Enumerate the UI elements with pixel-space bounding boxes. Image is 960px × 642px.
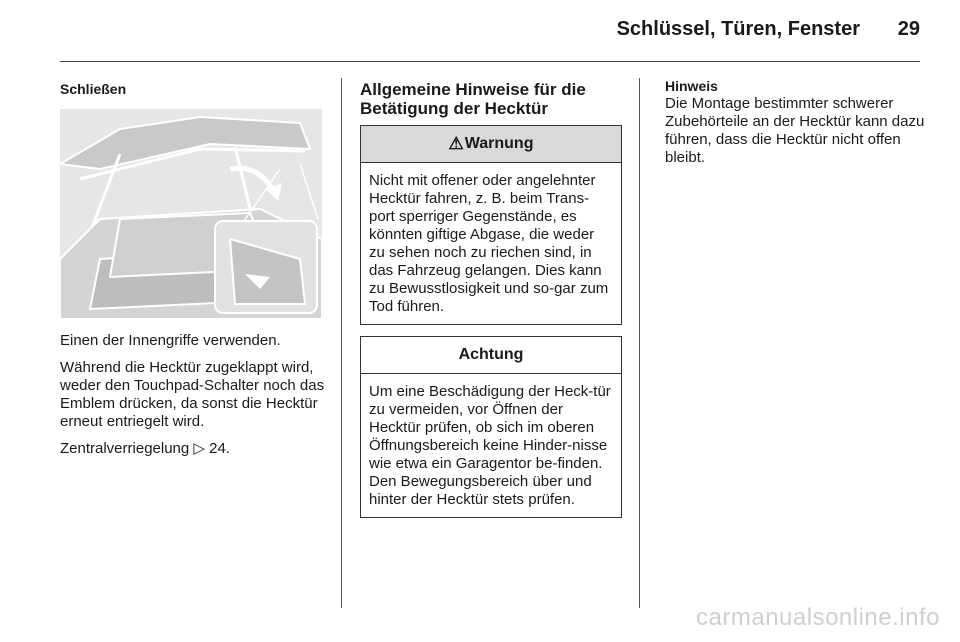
warning-box-header [361, 126, 621, 163]
column-general-notes [360, 78, 622, 518]
column-note [665, 78, 925, 167]
paragraph-2: Während die Hecktür zugeklappt wird, weder den Touchpad-Schalter noch das Emblem drücken, da sonst die Hecktür erneut entriegelt wird. [60, 359, 325, 430]
warning-label: Warnung [464, 135, 534, 152]
column-closing [60, 78, 325, 458]
paragraph-3-cross-reference: Zentralverriegelung ▷ 24. [60, 440, 230, 457]
header-divider [60, 61, 920, 62]
page-header-title: Schlüssel, Türen, Fenster [616, 18, 860, 40]
warning-box [360, 125, 622, 325]
column-divider-2 [639, 78, 640, 608]
column-divider-1 [341, 78, 342, 608]
caution-text: Um eine Beschädigung der Heck-tür zu vermeiden, vor Öffnen der Hecktür prüfen, ob sich im oberen Öffnungsbereich keine Hinder-nisse wie etwa ein Garagentor be-finden. Den Bewegungsbereich über und hinter der Hecktür stets prüfen. [369, 383, 611, 508]
page-number: 29 [897, 18, 920, 40]
paragraph-1: Einen der Innengriffe verwenden. [60, 332, 281, 349]
warning-text: Nicht mit offener oder angelehnter Hecktür fahren, z. B. beim Trans-port sperriger Gegenstände, es könnten giftige Abgase, die weder zu sehen noch zu riechen sind, in das Fahrzeug gelangen. Dies kann zu Bewusstlosigkeit und so-gar zum Tod führen. [369, 172, 609, 315]
section-heading-closing: Schließen [60, 81, 127, 97]
warning-triangle-icon: ⚠ [448, 134, 464, 153]
caution-label: Achtung [458, 346, 524, 363]
caution-box-header [361, 337, 621, 374]
note-label: Hinweis [665, 78, 718, 94]
section-title-general: Allgemeine Hinweise für die Betätigung der Hecktür [360, 80, 586, 118]
caution-box [360, 336, 622, 518]
watermark: carmanualsonline.info [696, 604, 940, 631]
tailgate-illustration [60, 109, 322, 319]
note-text: Die Montage bestimmter schwerer Zubehörteile an der Hecktür kann dazu führen, dass die Hecktür nicht offen bleibt. [665, 95, 925, 166]
